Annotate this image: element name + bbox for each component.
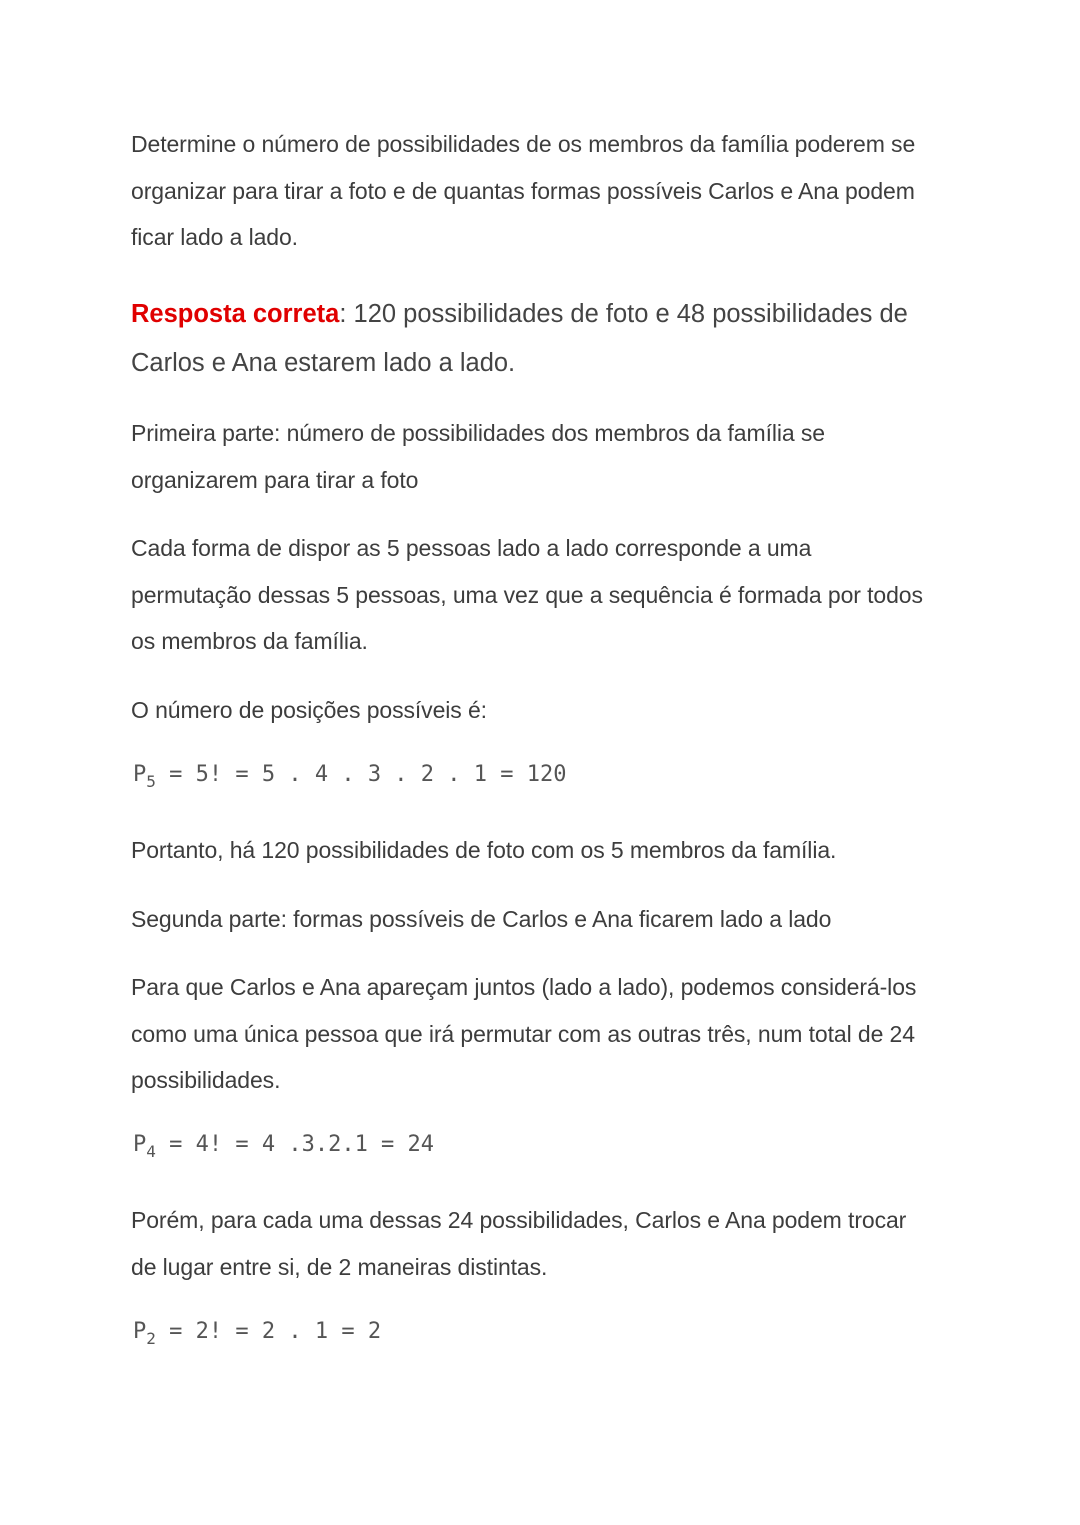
formula-expression: = 4! = 4 .3.2.1 = 24 — [155, 1132, 435, 1157]
formula-p2 — [133, 1317, 381, 1347]
part1-heading-line: Primeira parte: número de possibilidades dos membros da família se — [131, 420, 825, 446]
formula-expression: = 5! = 5 . 4 . 3 . 2 . 1 = 120 — [155, 762, 567, 787]
question-line: ficar lado a lado. — [131, 224, 298, 250]
formula-p5 — [133, 760, 567, 790]
formula-expression: = 2! = 2 . 1 = 2 — [155, 1319, 382, 1344]
formula-subscript: 5 — [146, 772, 156, 791]
part2-explanation-line: possibilidades. — [131, 1067, 281, 1093]
question-line: Determine o número de possibilidades de os membros da família poderem se — [131, 131, 916, 157]
part2-explanation-line: como uma única pessoa que irá permutar com as outras três, num total de 24 — [131, 1020, 915, 1047]
part1-conclusion: Portanto, há 120 possibilidades de foto com os 5 membros da família. — [131, 837, 837, 863]
question-line: organizar para tirar a foto e de quantas formas possíveis Carlos e Ana podem — [131, 177, 915, 204]
answer-text: Carlos e Ana estarem lado a lado. — [131, 349, 516, 377]
question-paragraph — [131, 121, 961, 261]
part2-swap — [131, 1197, 961, 1290]
formula-subscript: 4 — [146, 1142, 156, 1161]
part2-explanation-line: Para que Carlos e Ana apareçam juntos (lado a lado), podemos considerá-los — [131, 974, 917, 1000]
part2-explanation — [131, 964, 961, 1104]
formula-symbol: P — [133, 1319, 147, 1344]
formula-p4 — [133, 1130, 434, 1160]
formula-subscript: 2 — [146, 1329, 156, 1348]
part1-intro: O número de posições possíveis é: — [131, 697, 487, 723]
answer-label: Resposta correta — [131, 300, 340, 328]
part2-swap-line: de lugar entre si, de 2 maneiras distintas. — [131, 1253, 548, 1280]
part2-heading: Segunda parte: formas possíveis de Carlos e Ana ficarem lado a lado — [131, 906, 832, 932]
part1-explanation-line: permutação dessas 5 pessoas, uma vez que a sequência é formada por todos — [131, 581, 923, 608]
answer-text: : 120 possibilidades de foto e 48 possibilidades de — [339, 300, 908, 328]
part1-explanation — [131, 525, 961, 665]
formula-symbol: P — [133, 762, 147, 787]
part1-explanation-line: Cada forma de dispor as 5 pessoas lado a lado corresponde a uma — [131, 535, 812, 561]
part2-swap-line: Porém, para cada uma dessas 24 possibilidades, Carlos e Ana podem trocar — [131, 1207, 907, 1233]
formula-symbol: P — [133, 1132, 147, 1157]
part1-heading — [131, 410, 961, 503]
answer-paragraph — [131, 290, 961, 388]
part1-heading-line: organizarem para tirar a foto — [131, 466, 419, 493]
part1-explanation-line: os membros da família. — [131, 628, 368, 654]
